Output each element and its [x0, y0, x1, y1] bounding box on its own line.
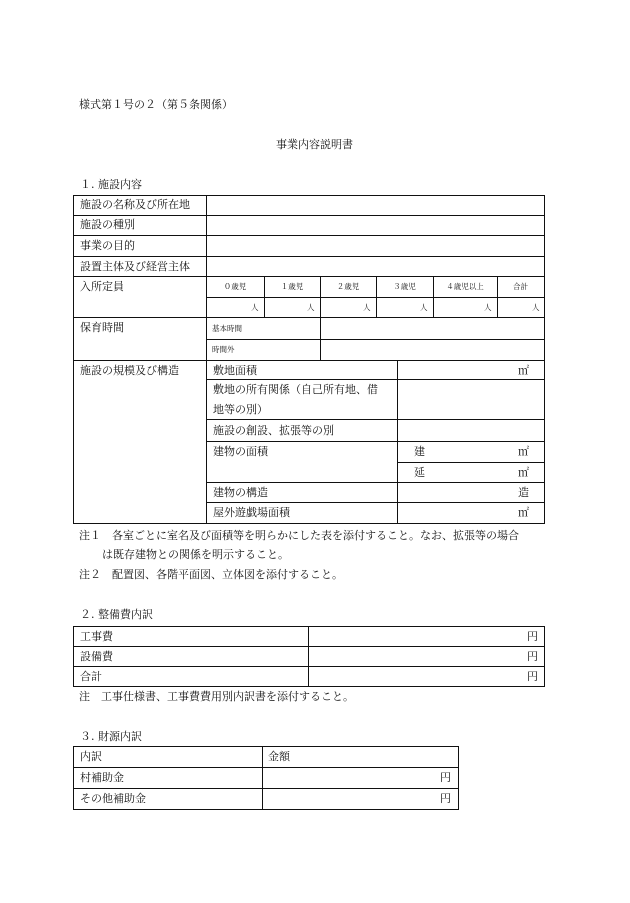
basic-hours-label: 基本時間	[212, 324, 242, 333]
yen-unit: 円	[440, 792, 451, 805]
structure-unit: 造	[518, 486, 529, 499]
age-header: ４歳児以上	[446, 282, 484, 291]
note-1: 注１ 各室ごとに室名及び面積等を明らかにした表を添付すること。なお、拡張等の場合	[79, 529, 519, 542]
funding-col-header: 内訳	[80, 750, 102, 763]
form-number: 様式第１号の２（第５条関係）	[79, 98, 233, 111]
cost-row-label: 設備費	[80, 650, 113, 663]
label-scale-structure: 施設の規模及び構造	[80, 364, 179, 377]
cost-row-label: 工事費	[80, 630, 113, 643]
funding-row-label: その他補助金	[80, 792, 146, 805]
person-unit: 人	[251, 303, 259, 312]
building-area-label-build: 建	[414, 445, 425, 458]
sqm-unit: ㎡	[518, 364, 529, 377]
age-header: ０歳児	[223, 282, 247, 291]
label-name-location: 施設の名称及び所在地	[80, 198, 190, 211]
label-capacity: 入所定員	[80, 280, 124, 293]
label-hours: 保育時間	[80, 321, 124, 334]
creation-expansion-label: 施設の創設、拡張等の別	[213, 424, 334, 437]
person-unit: 人	[363, 303, 371, 312]
yen-unit: 円	[527, 670, 538, 683]
sqm-unit: ㎡	[518, 466, 529, 479]
section1-heading: １. 施設内容	[80, 178, 142, 191]
cost-row-label: 合計	[80, 670, 102, 683]
cost-note: 注 工事仕様書、工事費費用別内訳書を添付すること。	[79, 690, 354, 703]
age-header: 合計	[513, 282, 528, 291]
sqm-unit: ㎡	[518, 445, 529, 458]
site-ownership-label: 敷地の所有関係（自己所有地、借	[213, 383, 378, 396]
playground-area-label: 屋外遊戯場面積	[213, 506, 290, 519]
site-area-label: 敷地面積	[213, 364, 257, 377]
label-purpose: 事業の目的	[80, 239, 135, 252]
label-operator: 設置主体及び経営主体	[80, 260, 190, 273]
document-title: 事業内容説明書	[276, 138, 353, 151]
section2-heading: ２. 整備費内訳	[80, 608, 153, 621]
building-structure-label: 建物の構造	[213, 486, 268, 499]
note-1-cont: は既存建物との関係を明示すること。	[102, 548, 289, 561]
yen-unit: 円	[527, 630, 538, 643]
building-area-label-floor: 延	[414, 466, 425, 479]
section3-heading: ３. 財源内訳	[80, 730, 142, 743]
yen-unit: 円	[527, 650, 538, 663]
yen-unit: 円	[440, 771, 451, 784]
age-header: ２歳児	[336, 282, 360, 291]
age-header: ３歳児	[393, 282, 416, 291]
building-area-label: 建物の面積	[213, 445, 268, 458]
label-facility-type: 施設の種別	[80, 218, 135, 231]
age-header: １歳児	[280, 282, 304, 291]
funding-col-header: 金額	[268, 750, 290, 763]
person-unit: 人	[307, 303, 315, 312]
sqm-unit: ㎡	[518, 506, 529, 519]
person-unit: 人	[420, 303, 428, 312]
person-unit: 人	[484, 303, 492, 312]
site-ownership-label-cont: 地等の別）	[213, 403, 268, 416]
funding-row-label: 村補助金	[80, 771, 124, 784]
overtime-label: 時間外	[212, 345, 235, 354]
note-2: 注２ 配置図、各階平面図、立体図を添付すること。	[79, 568, 343, 581]
person-unit: 人	[532, 303, 540, 312]
